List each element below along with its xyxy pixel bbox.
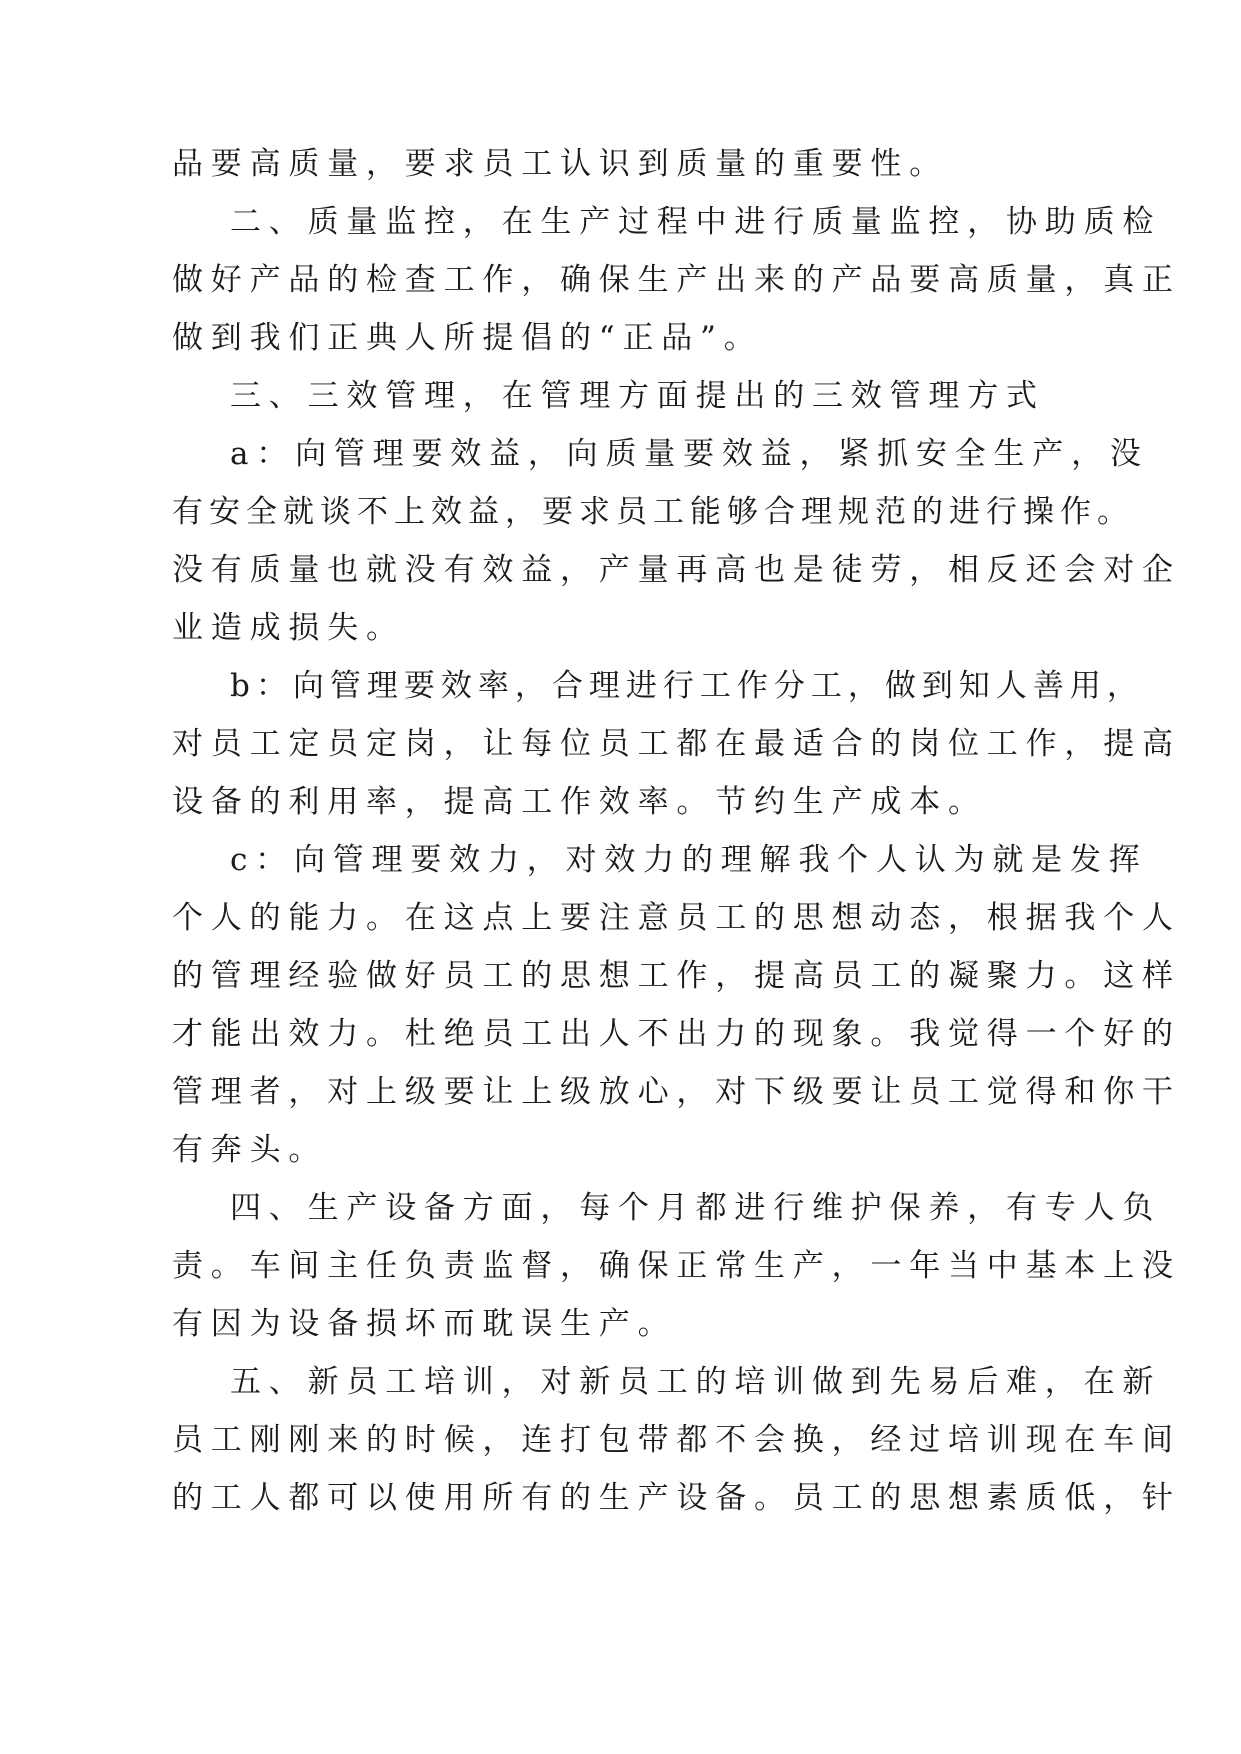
text-line: 的工人都可以使用所有的生产设备。员工的思想素质低，针 <box>172 1480 1181 1516</box>
paragraph-heading: 四、生产设备方面，每个月都进行维护保养，有专人负 <box>230 1190 1162 1226</box>
paragraph-heading: 五、新员工培训，对新员工的培训做到先易后难，在新 <box>230 1364 1162 1400</box>
text-line: 有安全就谈不上效益，要求员工能够合理规范的进行操作。 <box>172 494 1134 530</box>
paragraph-start: b：向管理要效率，合理进行工作分工，做到知人善用， <box>230 668 1144 704</box>
paragraph-start: a：向管理要效益，向质量要效益，紧抓安全生产，没 <box>230 436 1149 472</box>
text-line: 个人的能力。在这点上要注意员工的思想动态，根据我个人 <box>172 900 1181 936</box>
text-line: 管理者，对上级要让上级放心，对下级要让员工觉得和你干 <box>172 1074 1181 1110</box>
paragraph-heading: 二、质量监控，在生产过程中进行质量监控，协助质检 <box>230 204 1162 240</box>
text-line: 做好产品的检查工作，确保生产出来的产品要高质量，真正 <box>172 262 1181 298</box>
text-line: 做到我们正典人所提倡的“正品”。 <box>172 320 763 356</box>
text-line: 有因为设备损坏而耽误生产。 <box>172 1306 677 1342</box>
text-line: 才能出效力。杜绝员工出人不出力的现象。我觉得一个好的 <box>172 1016 1181 1052</box>
paragraph-heading: 三、三效管理，在管理方面提出的三效管理方式 <box>230 378 1045 414</box>
text-line: 的管理经验做好员工的思想工作，提高员工的凝聚力。这样 <box>172 958 1181 994</box>
text-line: 有奔头。 <box>172 1132 328 1168</box>
text-line: 责。车间主任负责监督，确保正常生产，一年当中基本上没 <box>172 1248 1181 1284</box>
text-line: 品要高质量，要求员工认识到质量的重要性。 <box>172 146 948 182</box>
text-line: 没有质量也就没有效益，产量再高也是徒劳，相反还会对企 <box>172 552 1181 588</box>
text-line: 对员工定员定岗，让每位员工都在最适合的岗位工作，提高 <box>172 726 1181 762</box>
text-line: 业造成损失。 <box>172 610 405 646</box>
paragraph-start: c：向管理要效力，对效力的理解我个人认为就是发挥 <box>230 842 1148 878</box>
text-line: 员工刚刚来的时候，连打包带都不会换，经过培训现在车间 <box>172 1422 1181 1458</box>
text-line: 设备的利用率，提高工作效率。节约生产成本。 <box>172 784 987 820</box>
